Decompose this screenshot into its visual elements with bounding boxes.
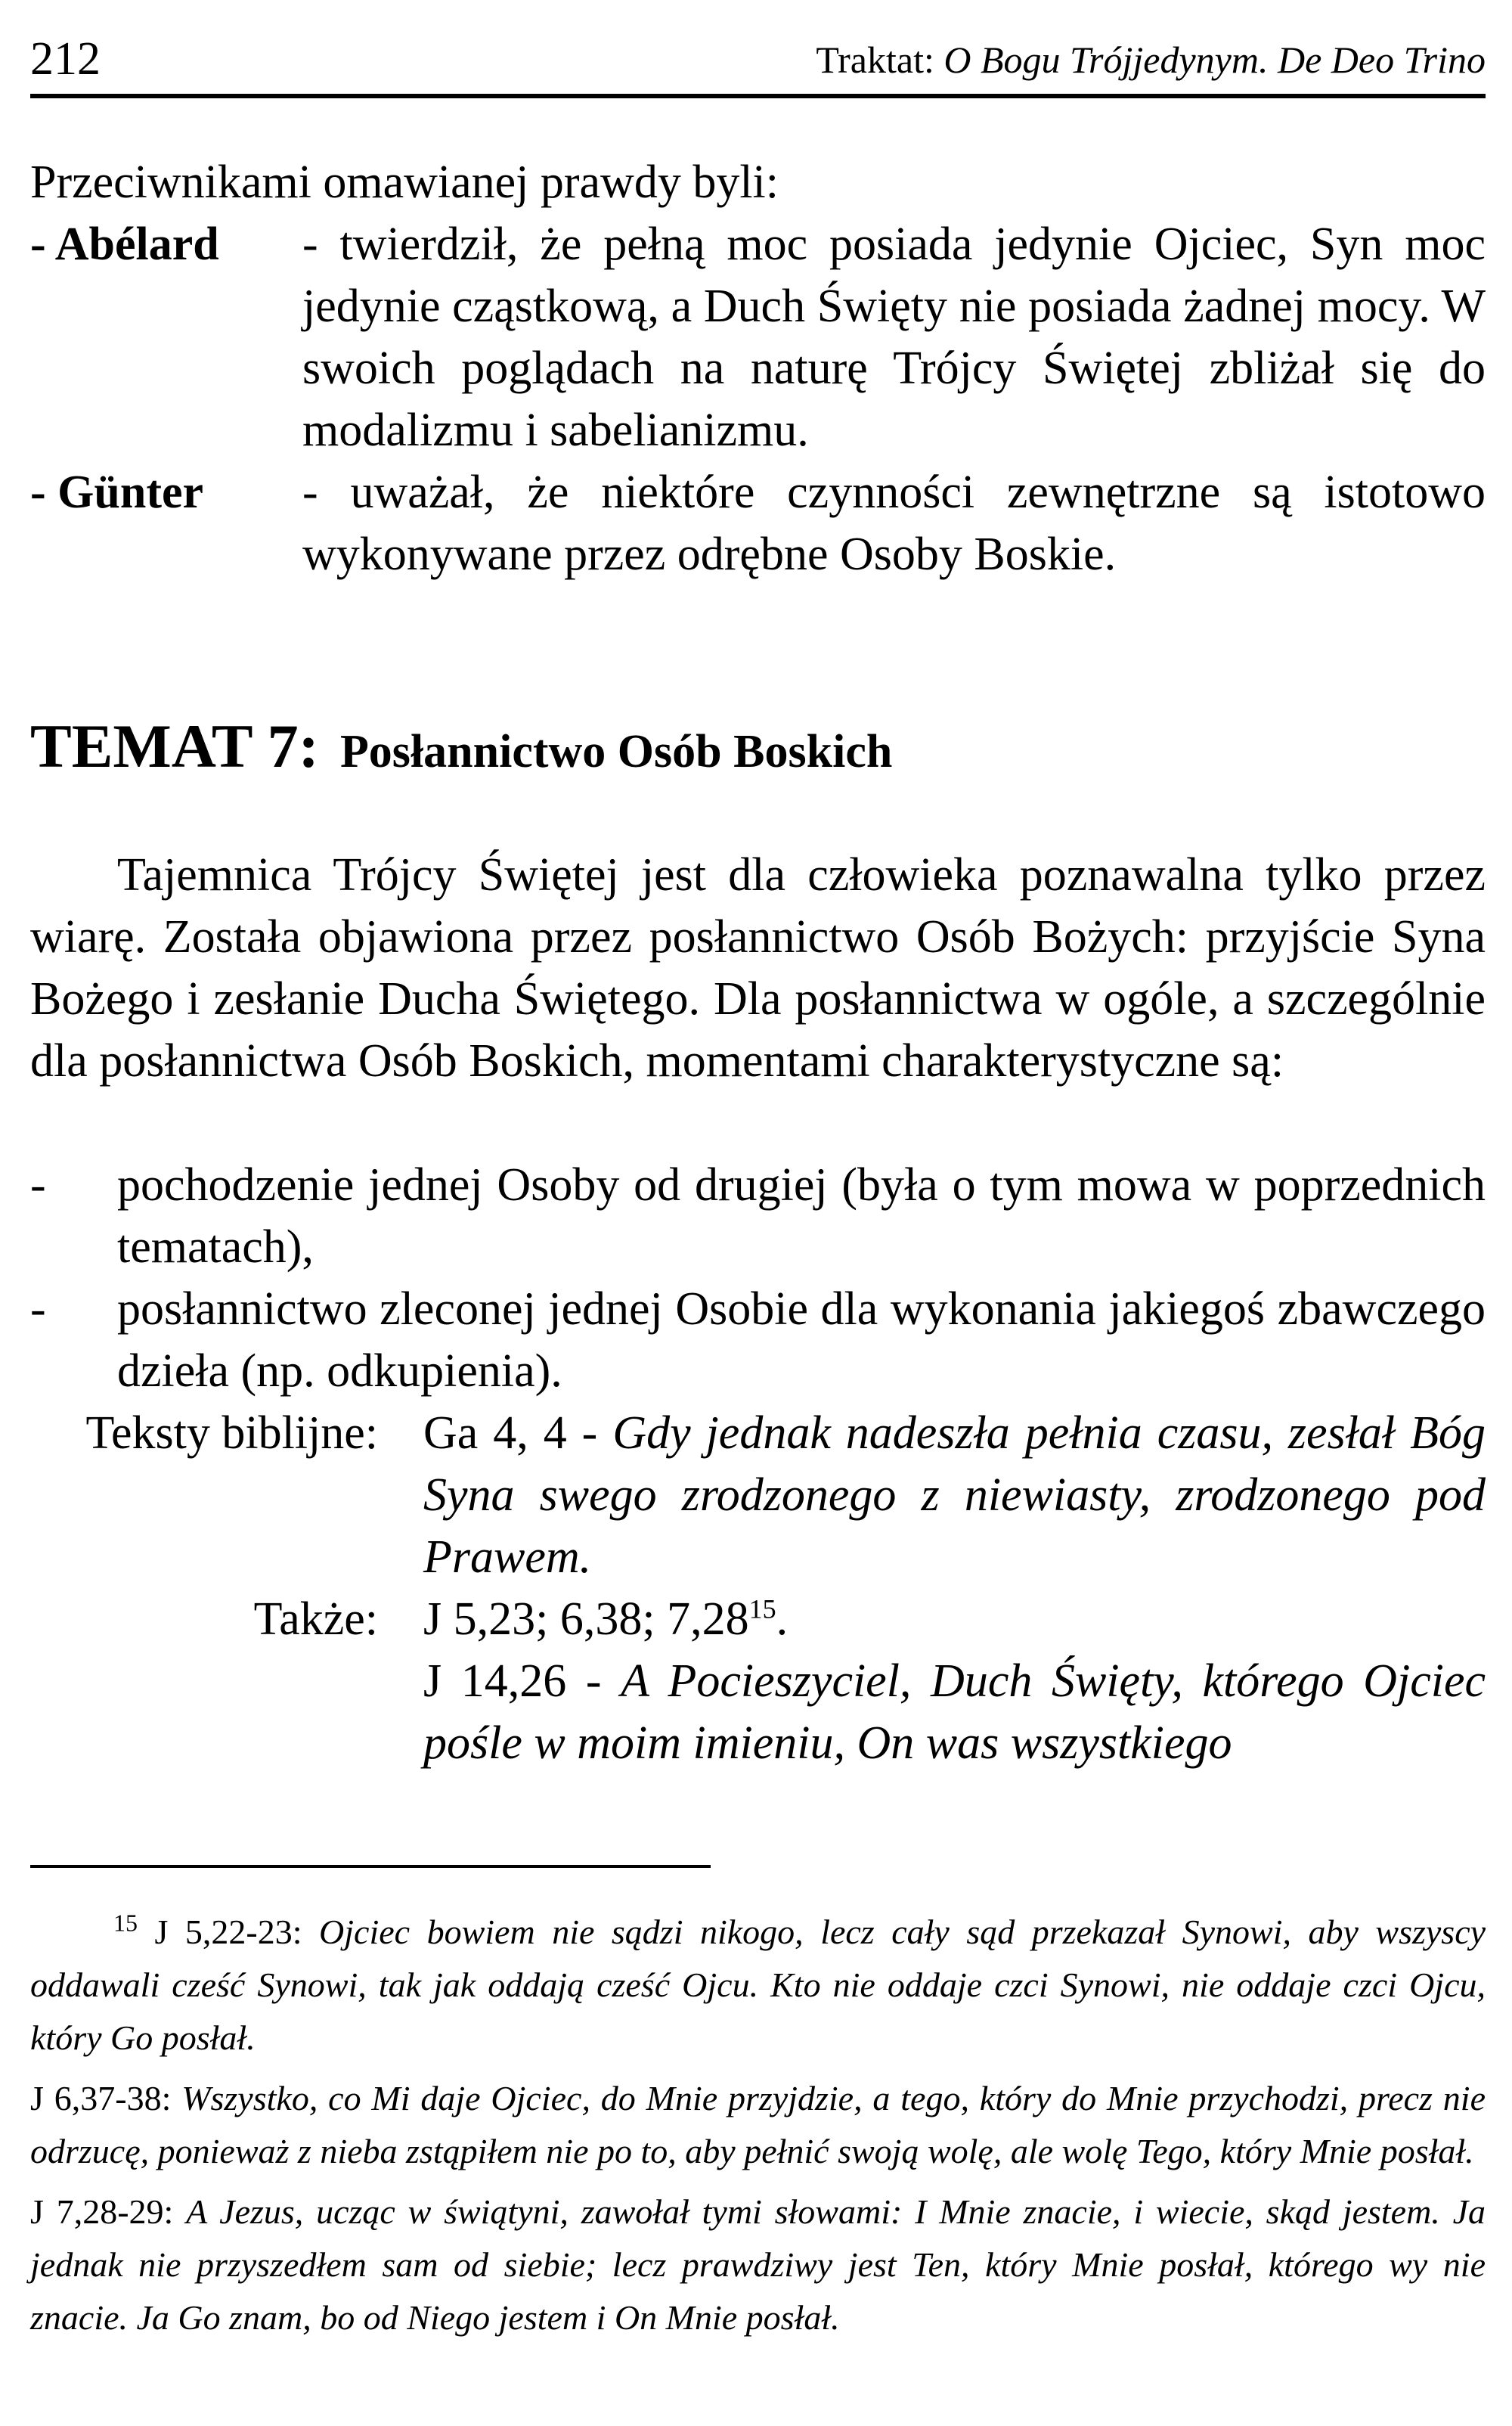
bullet-text: pochodzenie jednej Osoby od drugiej (była o tym mowa w poprzednich tematach), xyxy=(117,1159,1486,1273)
footnote-ref: J 7,28-29: xyxy=(30,2192,174,2231)
page-header xyxy=(30,29,1486,89)
also-refs-text: J 5,23; 6,38; 7,28 xyxy=(423,1593,749,1645)
page-number: 212 xyxy=(30,33,101,85)
opponent-name: - Abélard xyxy=(30,219,219,270)
bible-citation xyxy=(423,1402,1486,1588)
also-refs-end: . xyxy=(776,1593,789,1645)
bible-quote: Gdy jednak nadeszła pełnia czasu, zesłał Bóg Syna swego zrodzonego z niewiasty, zrodzonego pod Prawem. xyxy=(423,1407,1486,1583)
list-item xyxy=(30,1154,1486,1278)
bible-quote: A Pocieszyciel, Duch Święty, którego Ojciec pośle w moim imieniu, On was wszystkiego xyxy=(423,1655,1486,1769)
bible-ref: Ga 4, 4 - xyxy=(423,1407,598,1459)
bible-ref: J 14,26 - xyxy=(423,1655,602,1707)
footnote-ref: J 6,37-38: xyxy=(30,2079,172,2117)
bullet-dash: - xyxy=(30,1283,46,1335)
bullet-list xyxy=(30,1154,1486,1402)
footnote-marker[interactable]: 15 xyxy=(748,1593,776,1624)
footnote-ref: J 5,22-23: xyxy=(154,1913,302,1951)
opponent-text: - uważał, że niektóre czynności zewnętrzne są istotowo wykonywane przez odrębne Osoby Boskie. xyxy=(302,467,1486,580)
bullet-dash: - xyxy=(30,1159,46,1211)
footnotes xyxy=(30,1906,1486,2352)
footnote xyxy=(30,2186,1486,2344)
running-title-italic: O Bogu Trójjedynym. De Deo Trino xyxy=(943,39,1486,81)
bible-label: Teksty biblijne: xyxy=(85,1407,378,1459)
footnote-number: 15 xyxy=(113,1909,138,1937)
header-rule xyxy=(30,94,1486,98)
footnote-text: Ojciec bowiem nie sądzi nikogo, lecz cały sąd przekazał Synowi, aby wszyscy oddawali cześć Synowi, tak jak oddają cześć Ojcu. Kto nie oddaje czci Synowi, nie oddaje czci Ojcu, który Go posłał. xyxy=(30,1913,1486,2057)
bible-citation xyxy=(423,1650,1486,1774)
topic-heading xyxy=(30,711,892,782)
also-label: Także: xyxy=(253,1593,378,1645)
intro-line: Przeciwnikami omawianej prawdy byli: xyxy=(30,157,779,208)
footnote-rule xyxy=(30,1865,711,1868)
topic-label: TEMAT 7: xyxy=(30,712,319,780)
topic-title: Posłannictwo Osób Boskich xyxy=(339,726,893,777)
also-refs xyxy=(423,1588,1486,1650)
footnote xyxy=(30,1906,1486,2065)
running-title xyxy=(816,33,1486,86)
footnote-text: A Jezus, ucząc w świątyni, zawołał tymi słowami: I Mnie znacie, i wiecie, skąd jestem. Ja jednak nie przyszedłem sam od siebie; lecz prawdziwy jest Ten, który Mnie posłał, którego wy nie znacie. Ja Go znam, bo od Niego jestem i On Mnie posłał. xyxy=(30,2192,1486,2337)
footnote xyxy=(30,2072,1486,2178)
footnote-text: Wszystko, co Mi daje Ojciec, do Mnie przyjdzie, a tego, który do Mnie przychodzi, precz nie odrzucę, ponieważ z nieba zstąpiłem nie po to, aby pełnić swoją wolę, ale wolę Tego, który Mnie posłał. xyxy=(30,2079,1486,2170)
opponent-text: - twierdził, że pełną moc posiada jedynie Ojciec, Syn moc jedynie cząstkową, a Duch Święty nie posiada żadnej mocy. W swoich poglądach na naturę Trójcy Świętej zbliżał się do modalizmu i sabelianizmu. xyxy=(302,219,1486,456)
bullet-text: posłannictwo zleconej jednej Osobie dla wykonania jakiegoś zbawczego dzieła (np. odkupienia). xyxy=(117,1283,1486,1397)
running-title-prefix: Traktat: xyxy=(816,39,934,81)
topic-paragraph: Tajemnica Trójcy Świętej jest dla człowieka poznawalna tylko przez wiarę. Została objawiona przez posłannictwo Osób Bożych: przyjście Syna Bożego i zesłanie Ducha Świętego. Dla posłannictwa w ogóle, a szczególnie dla posłannictwa Osób Boskich, momentami charakterystyczne są: xyxy=(30,849,1486,1087)
opponent-name: - Günter xyxy=(30,467,204,518)
list-item xyxy=(30,1278,1486,1402)
